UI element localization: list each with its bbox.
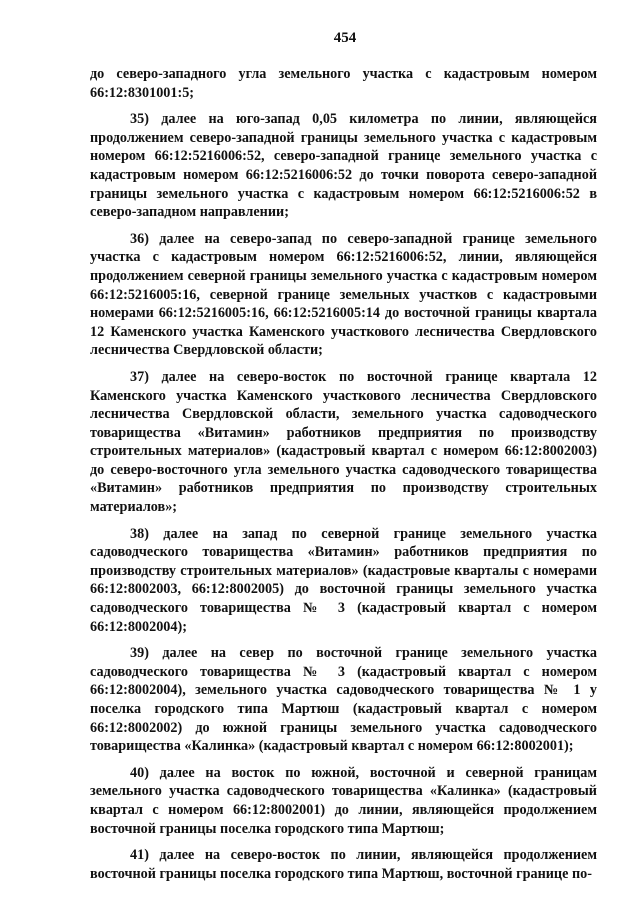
page-number: 454 xyxy=(333,30,357,46)
paragraph-item-36: 36) далее на северо-запад по северо-западной границе земельного участка с кадастровым номером 66:12:5216006:52, линии, являющейся продолжением северной границы земельного участка с кадастровым номером 66:12:5216005:16, северной границе земельных участков с кадастровыми номерами 66:12:5216005:16, 66:12:5216005:14 до восточной границы квартала 12 Каменского участка Каменского участкового лесничества Свердловского лесничества Свердловской области; xyxy=(90,230,597,359)
paragraph-item-38: 38) далее на запад по северной границе земельного участка садоводческого товарищества «Витамин» работников предприятия по производству строительных материалов» (кадастровые кварталы с номерами 66:12:8002003, 66:12:8002005) до восточной границы земельного участка садоводческого товарищества № 3 (кадастровый квартал с номером 66:12:8002004); xyxy=(90,525,597,635)
paragraph-item-41: 41) далее на северо-восток по линии, являющейся продолжением восточной границы поселка городского типа Мартюш, восточной границе по- xyxy=(90,847,597,882)
paragraph-item-37: 37) далее на северо-восток по восточной границе квартала 12 Каменского участка Каменского участкового лесничества Свердловского лесничества Свердловской области, земельного участка садоводческого товарищества «Витамин» работников предприятия по производству строительных материалов» (кадастровый квартал с номером 66:12:8002003) до северо-восточного угла земельного участка садоводческого товарищества «Витамин» работников предприятия по производству строительных материалов»; xyxy=(90,368,597,516)
paragraph-item-35: 35) далее на юго-запад 0,05 километра по линии, являющейся продолжением северо-западной границы земельного участка с кадастровым номером 66:12:5216006:52, северо-западной границе земельного участка с кадастровым номером 66:12:5216006:52 до точки поворота северо-западной границы земельного участка с кадастровым номером 66:12:5216006:52 в северо-западном направлении; xyxy=(90,111,597,221)
paragraph-item-40: 40) далее на восток по южной, восточной и северной границам земельного участка садоводческого товарищества «Калинка» (кадастровый квартал с номером 66:12:8002001) до линии, являющейся продолжением восточной границы поселка городского типа Мартюш; xyxy=(90,764,597,837)
paragraph-item-39: 39) далее на север по восточной границе земельного участка садоводческого товарищества № 3 (кадастровый квартал с номером 66:12:8002004), земельного участка садоводческого товарищества № 1 у поселка городского типа Мартюш (кадастровый квартал с номером 66:12:8002002) до южной границы земельного участка садоводческого товарищества «Калинка» (кадастровый квартал с номером 66:12:8002001); xyxy=(90,645,597,755)
paragraph-continuation: до северо-западного угла земельного участка с кадастровым номером 66:12:8301001:5; xyxy=(90,66,597,101)
